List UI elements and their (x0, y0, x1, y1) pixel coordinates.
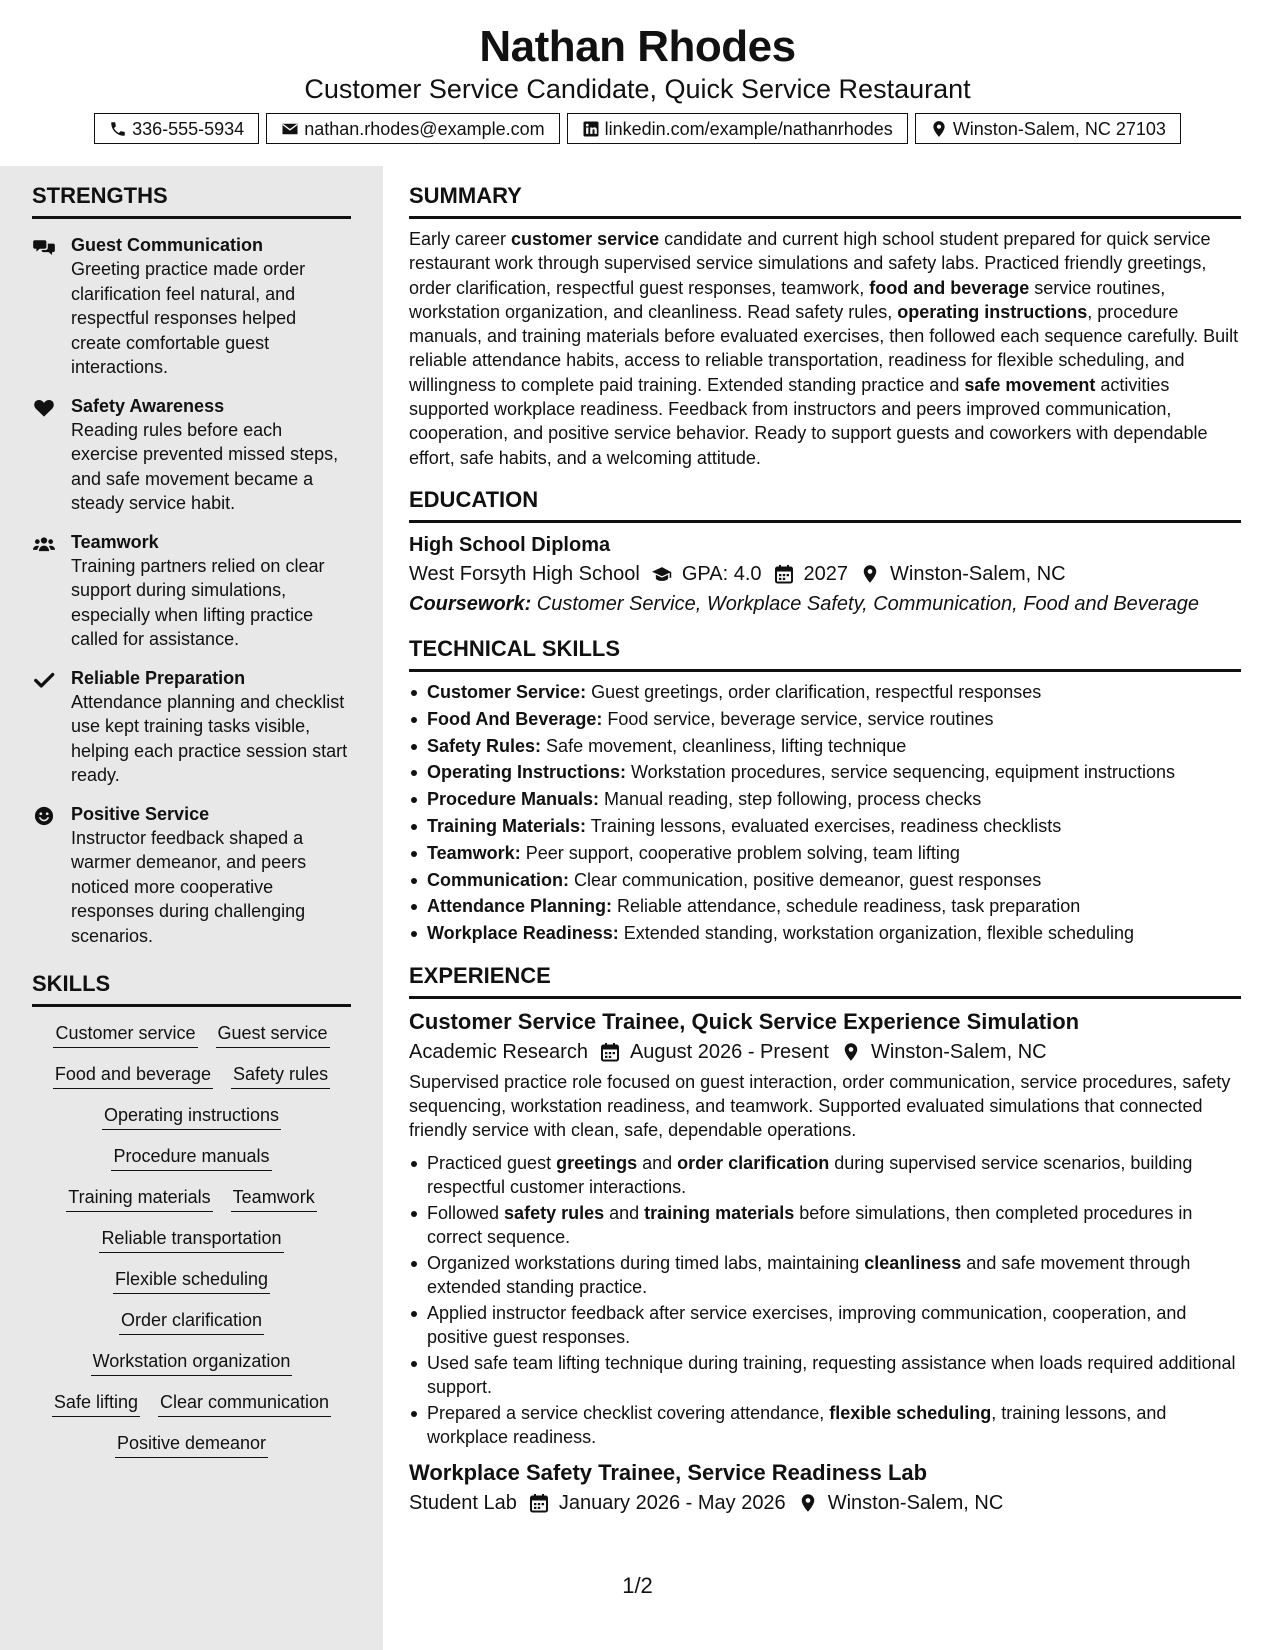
contact-phone-text: 336-555-5934 (132, 118, 245, 139)
job-description: Supervised practice role focused on guest interaction, order communication, service procedures, safety sequencing, workstation readiness, and teamwork. Supported evaluated simulations that connected friendly service with clean, safe, dependable operations. (409, 1071, 1231, 1141)
chat-bubbles-icon (32, 237, 56, 257)
skill-details: Guest greetings, order clarification, respectful responses (586, 681, 1042, 702)
smiley-icon (32, 806, 56, 826)
map-pin-icon (841, 1042, 861, 1062)
technical-skills-list (409, 680, 1241, 946)
education-school: West Forsyth High School (409, 562, 640, 585)
candidate-name: Nathan Rhodes (479, 22, 796, 71)
skill-details: Reliable attendance, schedule readiness, task preparation (612, 896, 1081, 917)
strength-item (32, 802, 351, 949)
summary-keyword: customer service (511, 229, 660, 249)
page-number: 1/2 (622, 1573, 653, 1598)
strength-title: Teamwork (71, 531, 159, 552)
users-icon (32, 534, 56, 554)
strength-title: Reliable Preparation (71, 667, 246, 688)
contact-location-text: Winston-Salem, NC 27103 (952, 118, 1166, 139)
summary-part: service routines, workstation organization, and cleanliness. Read safety rules, (409, 277, 1166, 322)
bullet-text: and (604, 1202, 645, 1223)
strength-item (32, 233, 351, 380)
skill-category: Teamwork: (427, 842, 521, 863)
skill-tags (32, 1020, 351, 1458)
skill-tag: Training materials (66, 1184, 212, 1212)
contact-email[interactable] (266, 113, 559, 144)
education-location: Winston-Salem, NC (890, 562, 1066, 585)
list-item (409, 868, 1241, 893)
bullet-text: during supervised service scenarios, building respectful customer interactions. (427, 1152, 1193, 1198)
map-pin-icon (930, 120, 948, 138)
bullet-keyword: flexible scheduling (829, 1402, 992, 1423)
job-org: Academic Research (409, 1040, 588, 1063)
list-item (409, 1401, 1241, 1450)
skill-category: Training Materials: (427, 815, 587, 836)
skill-details: Food service, beverage service, service routines (602, 708, 994, 729)
bullet-text: Followed (427, 1202, 505, 1223)
list-item (409, 1151, 1241, 1200)
strength-title: Positive Service (71, 803, 210, 824)
bullet-text: , training lessons, and workplace readiness. (427, 1402, 1167, 1448)
skill-tag: Clear communication (158, 1389, 331, 1417)
summary-part: Early career (409, 229, 512, 249)
job-dates: January 2026 - May 2026 (558, 1491, 786, 1514)
skill-tag: Teamwork (231, 1184, 317, 1212)
skill-category: Procedure Manuals: (427, 789, 600, 810)
list-item (409, 814, 1241, 839)
summary-part: , procedure manuals, and training materials before evaluated exercises, then followed each sequence carefully. Built reliable attendance habits, access to reliable transportation, readiness for flexible scheduling, and willingness to complete paid training. Extended standing practice and (409, 301, 1239, 395)
map-pin-icon (860, 564, 880, 584)
job-meta (409, 1037, 1241, 1067)
education-section (409, 486, 1241, 619)
education-year: 2027 (803, 562, 849, 585)
strength-item (32, 530, 351, 652)
experience-heading: EXPERIENCE (409, 962, 1241, 999)
strength-text: Instructor feedback shaped a warmer demeanor, and peers noticed more cooperative responses during challenging scenarios. (71, 827, 307, 946)
skill-category: Safety Rules: (427, 735, 542, 756)
strength-text: Greeting practice made order clarification feel natural, and respectful responses helped create comfortable guest interactions. (71, 259, 306, 377)
skill-details: Safe movement, cleanliness, lifting technique (541, 735, 907, 756)
bullet-text: Prepared a service checklist covering attendance, (427, 1402, 830, 1423)
contact-phone[interactable] (94, 113, 259, 144)
bullet-text: Practiced guest (427, 1152, 557, 1173)
list-item (409, 1201, 1241, 1250)
bullet-text: Organized workstations during timed labs, maintaining (427, 1252, 865, 1273)
bullet-keyword: cleanliness (864, 1252, 962, 1273)
skills-heading: SKILLS (32, 970, 351, 1007)
skill-tag: Safety rules (231, 1061, 330, 1089)
skill-tag: Order clarification (119, 1307, 264, 1335)
summary-keyword: safe movement (964, 374, 1096, 395)
skill-tag: Guest service (216, 1020, 330, 1048)
strength-text: Training partners relied on clear support during simulations, especially when lifting practice called for assistance. (71, 555, 325, 649)
list-item (409, 894, 1241, 919)
technical-skills-heading: TECHNICAL SKILLS (409, 635, 1241, 672)
candidate-headline: Customer Service Candidate, Quick Service Restaurant (304, 74, 971, 104)
job-bullets (409, 1151, 1241, 1450)
skill-tag: Procedure manuals (111, 1143, 271, 1171)
summary-keyword: food and beverage (869, 277, 1030, 298)
list-item (409, 1351, 1241, 1400)
job-entry (409, 1458, 1241, 1518)
list-item (409, 841, 1241, 866)
coursework-list: Customer Service, Workplace Safety, Communication, Food and Beverage (531, 592, 1199, 615)
contact-linkedin-text: linkedin.com/example/nathanrhodes (604, 118, 893, 139)
skill-details: Manual reading, step following, process checks (599, 789, 982, 810)
education-gpa: GPA: 4.0 (681, 562, 762, 585)
job-dates: August 2026 - Present (629, 1040, 829, 1063)
list-item (409, 760, 1241, 785)
bullet-keyword: greetings (556, 1152, 638, 1173)
strength-text: Attendance planning and checklist use kept training tasks visible, helping each practice session start ready. (71, 691, 348, 785)
experience-section (409, 962, 1241, 1518)
strength-text: Reading rules before each exercise prevented missed steps, and safe movement became a steady service habit. (71, 419, 339, 513)
skill-tag: Customer service (53, 1020, 197, 1048)
summary-heading: SUMMARY (409, 182, 1241, 219)
strength-title: Safety Awareness (71, 395, 225, 416)
job-location: Winston-Salem, NC (827, 1491, 1004, 1514)
list-item (409, 707, 1241, 732)
skill-category: Communication: (427, 869, 569, 890)
bullet-text: before simulations, then completed procedures in correct sequence. (427, 1202, 1193, 1248)
contact-linkedin[interactable] (567, 113, 908, 144)
summary-part: activities supported workplace readiness. Feedback from instructors and peers improved communication, cooperation, and positive service behavior. Ready to support guests and coworkers with dependable effort, safe habits, and a welcoming attitude. (409, 374, 1208, 468)
skill-details: Workstation procedures, service sequencing, equipment instructions (626, 762, 1175, 783)
main-content (383, 166, 1275, 1650)
skill-tag: Reliable transportation (99, 1225, 283, 1253)
calendar-icon (529, 1493, 549, 1513)
list-item (409, 734, 1241, 759)
skill-category: Attendance Planning: (427, 896, 613, 917)
summary-keyword: operating instructions (897, 301, 1088, 322)
list-item (409, 680, 1241, 705)
list-item (409, 1251, 1241, 1300)
skill-tag: Operating instructions (102, 1102, 281, 1130)
contact-email-text: nathan.rhodes@example.com (304, 118, 545, 139)
calendar-icon (774, 564, 794, 584)
strength-title: Guest Communication (71, 235, 264, 255)
skill-details: Training lessons, evaluated exercises, readiness checklists (586, 815, 1062, 836)
strength-item (32, 666, 351, 788)
list-item (409, 921, 1241, 946)
education-coursework (409, 589, 1241, 619)
job-meta (409, 1488, 1241, 1518)
skill-details: Peer support, cooperative problem solving, team lifting (520, 842, 960, 863)
strengths-heading: STRENGTHS (32, 182, 351, 219)
bullet-text: and (637, 1152, 678, 1173)
skill-details: Clear communication, positive demeanor, guest responses (569, 869, 1042, 890)
skill-category: Operating Instructions: (427, 762, 627, 783)
skill-tag: Flexible scheduling (113, 1266, 270, 1294)
job-title: Workplace Safety Trainee, Service Readiness Lab (409, 1459, 928, 1485)
job-org: Student Lab (409, 1491, 517, 1514)
job-title: Customer Service Trainee, Quick Service Experience Simulation (409, 1008, 1080, 1034)
linkedin-icon (582, 120, 600, 138)
bullet-text: Used safe team lifting technique during training, requesting assistance when loads required additional support. (427, 1352, 1236, 1398)
phone-icon (109, 120, 127, 138)
list-item (409, 787, 1241, 812)
education-heading: EDUCATION (409, 486, 1241, 523)
skill-tag: Positive demeanor (115, 1430, 268, 1458)
bullet-keyword: order clarification (677, 1152, 830, 1173)
list-item (409, 1301, 1241, 1350)
technical-skills-section (409, 635, 1241, 946)
summary-text (409, 227, 1241, 470)
checkmark-icon (32, 670, 56, 690)
calendar-icon (600, 1042, 620, 1062)
resume-header (0, 0, 1275, 166)
skill-category: Workplace Readiness: (427, 923, 619, 944)
skill-tag: Safe lifting (52, 1389, 140, 1417)
summary-section (409, 182, 1241, 470)
bullet-text: Applied instructor feedback after service exercises, improving communication, cooperation, and positive guest responses. (427, 1302, 1187, 1348)
job-location: Winston-Salem, NC (870, 1040, 1047, 1063)
bullet-keyword: safety rules (504, 1202, 605, 1223)
sidebar (0, 166, 383, 1650)
education-meta (409, 559, 1241, 589)
strength-item (32, 394, 351, 516)
bullet-keyword: training materials (644, 1202, 795, 1223)
envelope-icon (281, 120, 299, 138)
heart-icon (32, 398, 56, 418)
contact-bar (0, 113, 1275, 144)
contact-location[interactable] (915, 113, 1181, 144)
map-pin-icon (798, 1493, 818, 1513)
skill-details: Extended standing, workstation organization, flexible scheduling (618, 923, 1135, 944)
job-entry (409, 1007, 1241, 1450)
skill-tag: Food and beverage (53, 1061, 213, 1089)
bullet-text: and safe movement through extended standing practice. (427, 1252, 1191, 1298)
summary-part: candidate and current high school student prepared for quick service restaurant work through supervised service simulations and safety labs. Practiced friendly greetings, order clarification, respectful guest responses, teamwork, (409, 229, 1211, 298)
skill-category: Customer Service: (427, 681, 587, 702)
skill-tag: Workstation organization (91, 1348, 293, 1376)
graduation-cap-icon (652, 564, 672, 584)
skill-category: Food And Beverage: (427, 708, 603, 729)
coursework-label: Coursework: (409, 592, 532, 615)
education-degree: High School Diploma (409, 533, 611, 556)
